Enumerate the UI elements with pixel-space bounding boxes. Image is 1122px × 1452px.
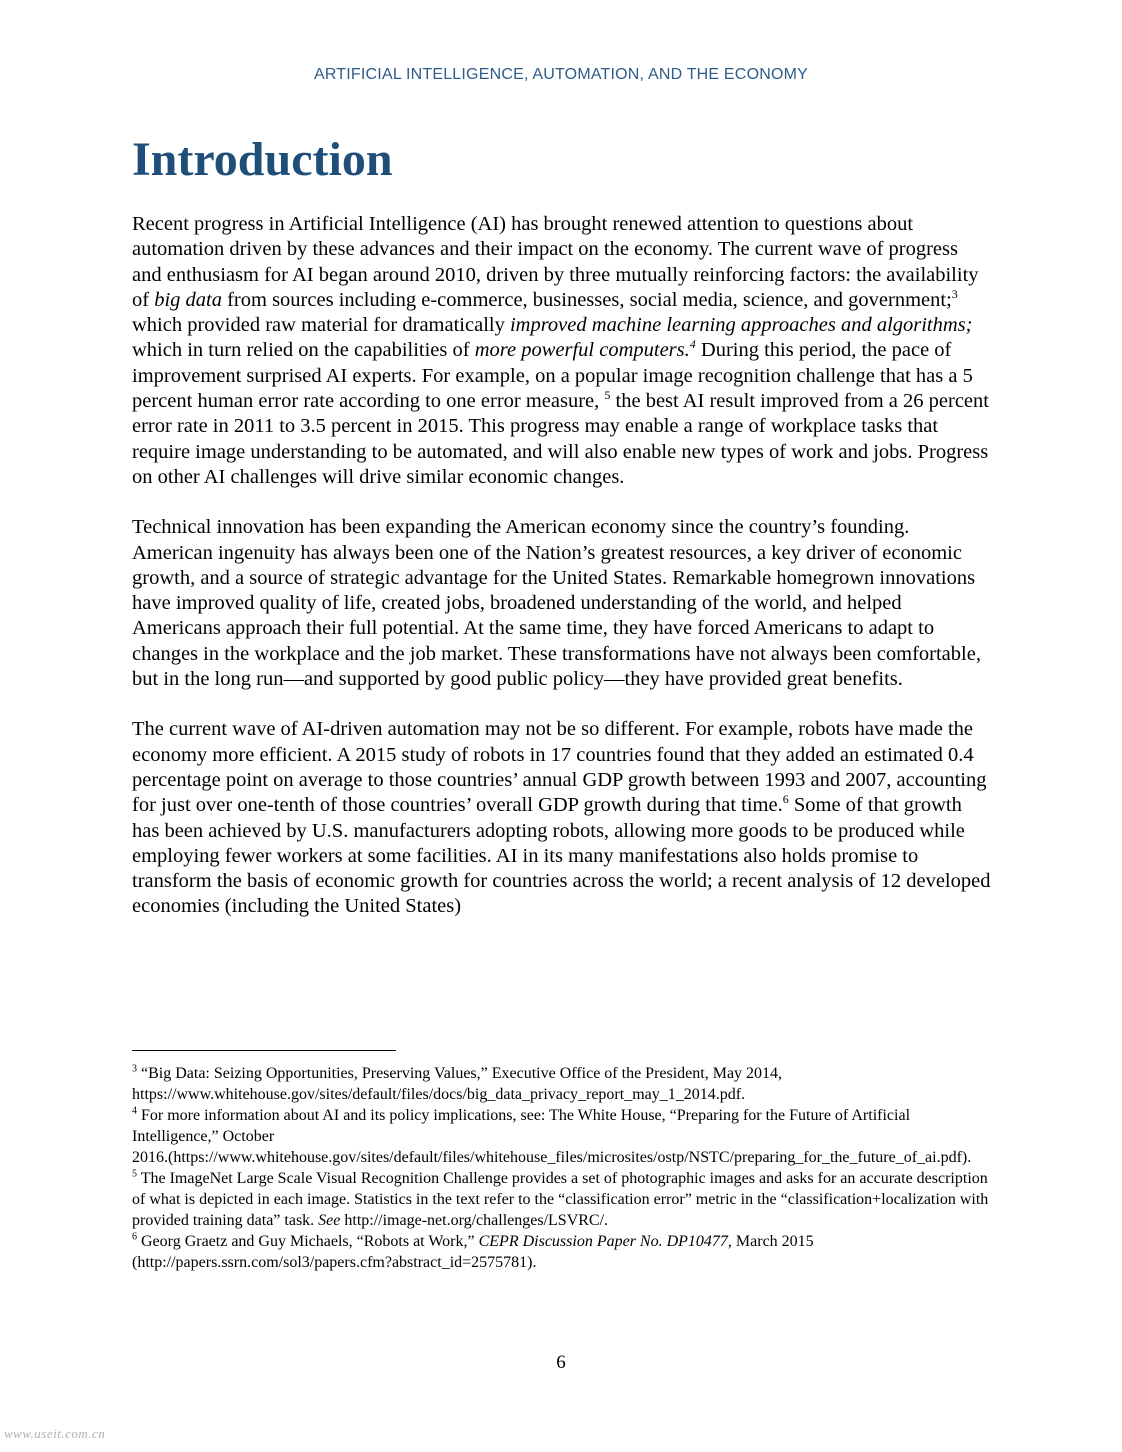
footnote-text: , March 2015 (http://papers.ssrn.com/sol3/papers.cfm?abstract_id=2575781).: [132, 1233, 814, 1271]
italic-run: improved machine learning approaches and algorithms;: [509, 314, 973, 337]
text-run: Recent progress in Artificial Intelligence (AI) has brought renewed attention to questions about automation driven by these advances and their impact on the economy. The current wave of progress and enthusiasm for AI began around 2010, driven by three mutually reinforcing factors: the availability of: [132, 213, 979, 311]
footnote-4: [132, 1105, 992, 1168]
watermark: www.useit.com.cn: [4, 1426, 106, 1441]
body-text: [132, 212, 992, 945]
italic-run: more powerful computers.: [474, 339, 690, 362]
running-header: ARTIFICIAL INTELLIGENCE, AUTOMATION, AND THE ECONOMY: [313, 66, 809, 83]
page-number: 6: [556, 1352, 566, 1373]
footnote-5: [132, 1168, 992, 1231]
text-run: which provided raw material for dramatically: [132, 314, 510, 337]
footnote-italic: See: [318, 1212, 341, 1229]
paragraph-3: [132, 717, 992, 919]
footnote-number: 5: [132, 1168, 137, 1180]
footnote-separator: [132, 1050, 396, 1051]
footnote-ref-5[interactable]: 5: [604, 388, 611, 403]
footnote-number: 4: [132, 1105, 137, 1117]
footnote-number: 6: [132, 1231, 137, 1243]
text-run: from sources including e-commerce, businesses, social media, science, and government;: [221, 288, 952, 311]
text-run: The current wave of AI-driven automation may not be so different. For example, robots have made the economy more efficient. A 2015 study of robots in 17 countries found that they added an estimated 0.4 percentage point on average to those countries’ annual GDP growth between 1993 and 2007, accounting for just over one-tenth of those countries’ overall GDP growth during that time.: [132, 718, 987, 817]
footnote-6: [132, 1231, 992, 1273]
paragraph-2: Technical innovation has been expanding the American economy since the country’s founding. American ingenuity has always been one of the Nation’s greatest resources, a key driver of economic growth, and a source of strategic advantage for the United States. Remarkable homegrown innovations have improved quality of life, created jobs, broadened understanding of the world, and helped Americans approach their full potential. At the same time, they have forced Americans to adapt to changes in the workplace and the job market. These transformations have not always been comfortable, but in the long run—and supported by good public policy—they have provided great benefits.: [132, 516, 981, 691]
footnote-italic: CEPR Discussion Paper No. DP10477: [478, 1233, 728, 1250]
footnote-3: [132, 1063, 992, 1105]
footnote-text: For more information about AI and its policy implications, see: The White House, “Preparing for the Future of Artificial Intelligence,” October: [132, 1107, 911, 1145]
footnote-number: 3: [132, 1063, 137, 1075]
footnote-text: “Big Data: Seizing Opportunities, Preserving Values,” Executive Office of the President, May 2014, https://www.whitehouse.gov/sites/default/files/docs/big_data_privacy_report_may_1_2014.pdf.: [132, 1065, 783, 1103]
footnote-ref-3[interactable]: 3: [951, 287, 958, 302]
footnote-text: The ImageNet Large Scale Visual Recognition Challenge provides a set of photographic images and asks for an accurate description of what is depicted in each image. Statistics in the text refer to the “classification error” metric in the “classification+localization with provided training data” task.: [132, 1170, 989, 1229]
page-title: Introduction: [132, 133, 393, 186]
footnote-text: Georg Graetz and Guy Michaels, “Robots at Work,”: [137, 1233, 479, 1250]
text-run: which in turn relied on the capabilities of: [132, 339, 475, 362]
text-run: Some of that growth has been achieved by U.S. manufacturers adopting robots, allowing more goods to be produced while employing fewer workers at some facilities. AI in its many manifestations also holds promise to transform the basis of economic growth for countries across the world; a recent analysis of 12 developed economies (including the United States): [132, 794, 991, 918]
footnote-ref-6[interactable]: 6: [782, 792, 789, 807]
footnote-text: http://image-net.org/challenges/LSVRC/.: [340, 1212, 609, 1229]
footnote-ref-4[interactable]: 4: [689, 337, 696, 352]
footnote-url: 2016.(https://www.whitehouse.gov/sites/default/files/whitehouse_files/microsites/ostp/NSTC/preparing_for_the_future_of_ai.pdf).: [132, 1149, 972, 1166]
footnotes: [132, 1063, 992, 1273]
text-run: the best AI result improved from a 26 percent error rate in 2011 to 3.5 percent in 2015. This progress may enable a range of workplace tasks that require image understanding to be automated, and will also enable new types of work and jobs. Progress on other AI challenges will drive similar economic changes.: [132, 390, 989, 488]
text-run: During this period, the pace of improvement surprised AI experts. For example, on a popular image recognition challenge that has a 5 percent human error rate according to one error measure,: [132, 339, 973, 413]
italic-run: big data: [154, 288, 222, 311]
paragraph-1: [132, 212, 992, 490]
